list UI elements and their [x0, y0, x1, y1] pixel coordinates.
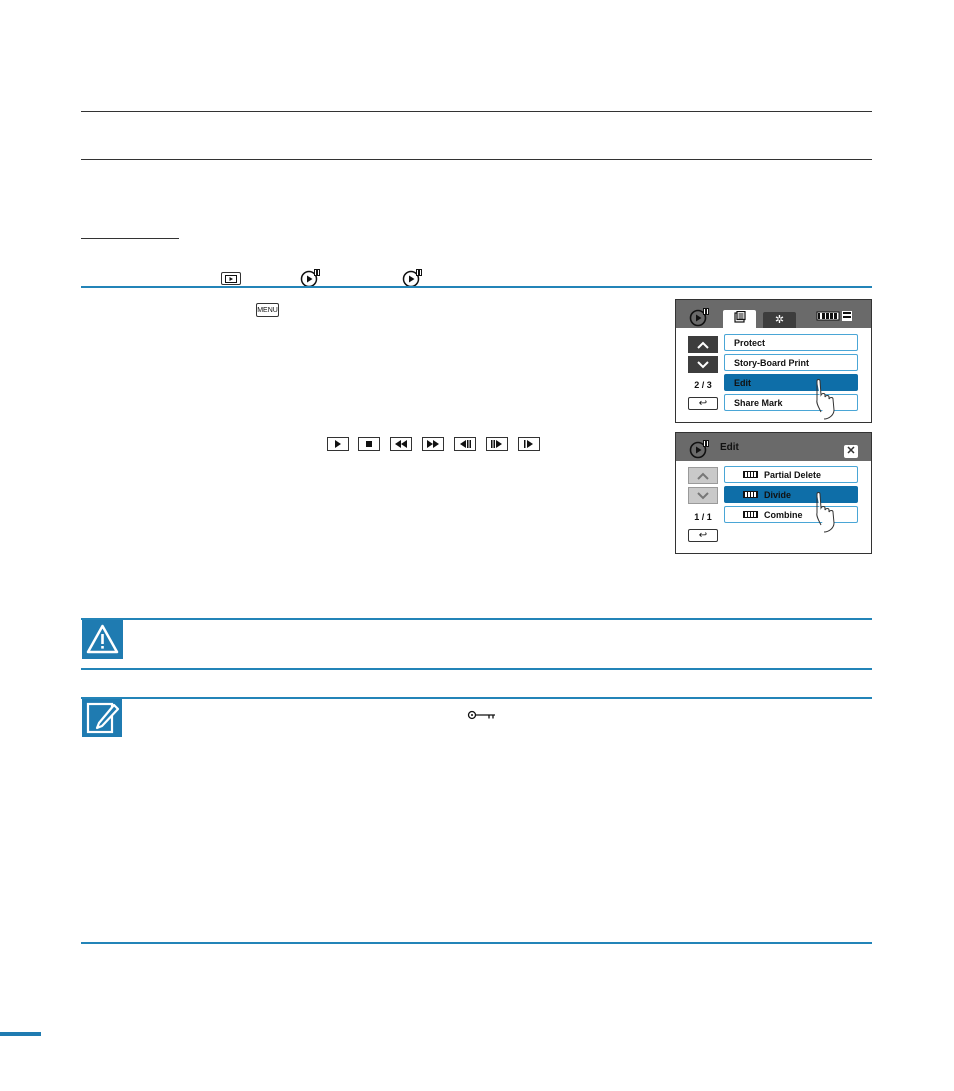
menu-item-protect[interactable]: Protect — [724, 334, 858, 351]
menu-item-partial-delete[interactable] — [724, 466, 858, 483]
tab-document[interactable] — [723, 310, 756, 328]
note-rule-top — [81, 697, 872, 699]
step-rule — [81, 286, 872, 288]
divide-icon — [743, 491, 758, 498]
menu-key-icon: MENU — [256, 303, 279, 317]
return-icon: ↩ — [698, 529, 708, 541]
menu-item-label: Divide — [764, 489, 792, 500]
menu-item-story-board-print[interactable]: Story-Board Print — [724, 354, 858, 371]
finger-pointer-icon — [813, 378, 841, 420]
close-button[interactable] — [844, 445, 858, 458]
gear-icon: ✲ — [774, 313, 785, 326]
rewind-icon — [390, 437, 412, 451]
caution-rule-bottom — [81, 668, 872, 670]
section-underline — [81, 238, 179, 239]
back-button[interactable] — [688, 397, 718, 410]
slow-play-icon — [518, 437, 540, 451]
partial-delete-icon — [743, 471, 758, 478]
scroll-up-button[interactable] — [688, 336, 718, 353]
stop-icon — [358, 437, 380, 451]
frame-back-icon — [454, 437, 476, 451]
lcd-screen-edit — [675, 432, 872, 554]
caution-rule-top — [81, 618, 872, 620]
document-icon — [734, 310, 746, 328]
menu-item-label: Combine — [764, 509, 803, 520]
playback-mode-icon — [221, 272, 241, 285]
combine-icon — [743, 511, 758, 518]
tab-settings[interactable] — [763, 312, 796, 328]
back-button[interactable] — [688, 529, 718, 542]
key-icon — [467, 707, 497, 717]
close-icon: ✕ — [846, 445, 856, 457]
page-tab-marker — [0, 1032, 41, 1036]
menu-item-share-mark[interactable]: Share Mark — [724, 394, 858, 411]
note-icon — [82, 699, 122, 737]
return-icon: ↩ — [698, 397, 708, 409]
scroll-down-button[interactable] — [688, 356, 718, 373]
header-rule-bottom — [81, 159, 872, 160]
finger-pointer-icon — [813, 491, 841, 533]
play-icon — [327, 437, 349, 451]
menu-item-edit[interactable]: Edit — [724, 374, 858, 391]
page-indicator: 1 / 1 — [694, 512, 712, 522]
frame-forward-icon — [486, 437, 508, 451]
caution-icon — [82, 620, 123, 659]
scroll-up-button[interactable] — [688, 467, 718, 484]
video-play-icon — [300, 268, 322, 288]
video-play-icon — [689, 306, 711, 328]
video-play-icon-2 — [402, 268, 424, 288]
battery-memory-icon — [816, 309, 858, 321]
lcd-screen-menu — [675, 299, 872, 423]
video-play-icon — [689, 438, 711, 460]
menu-item-label: Partial Delete — [764, 469, 822, 480]
fast-forward-icon — [422, 437, 444, 451]
note-rule-bottom — [81, 942, 872, 944]
page-indicator: 2 / 3 — [694, 380, 712, 390]
scroll-down-button[interactable] — [688, 487, 718, 504]
screen-title: Edit — [720, 442, 739, 453]
header-rule-top — [81, 111, 872, 112]
